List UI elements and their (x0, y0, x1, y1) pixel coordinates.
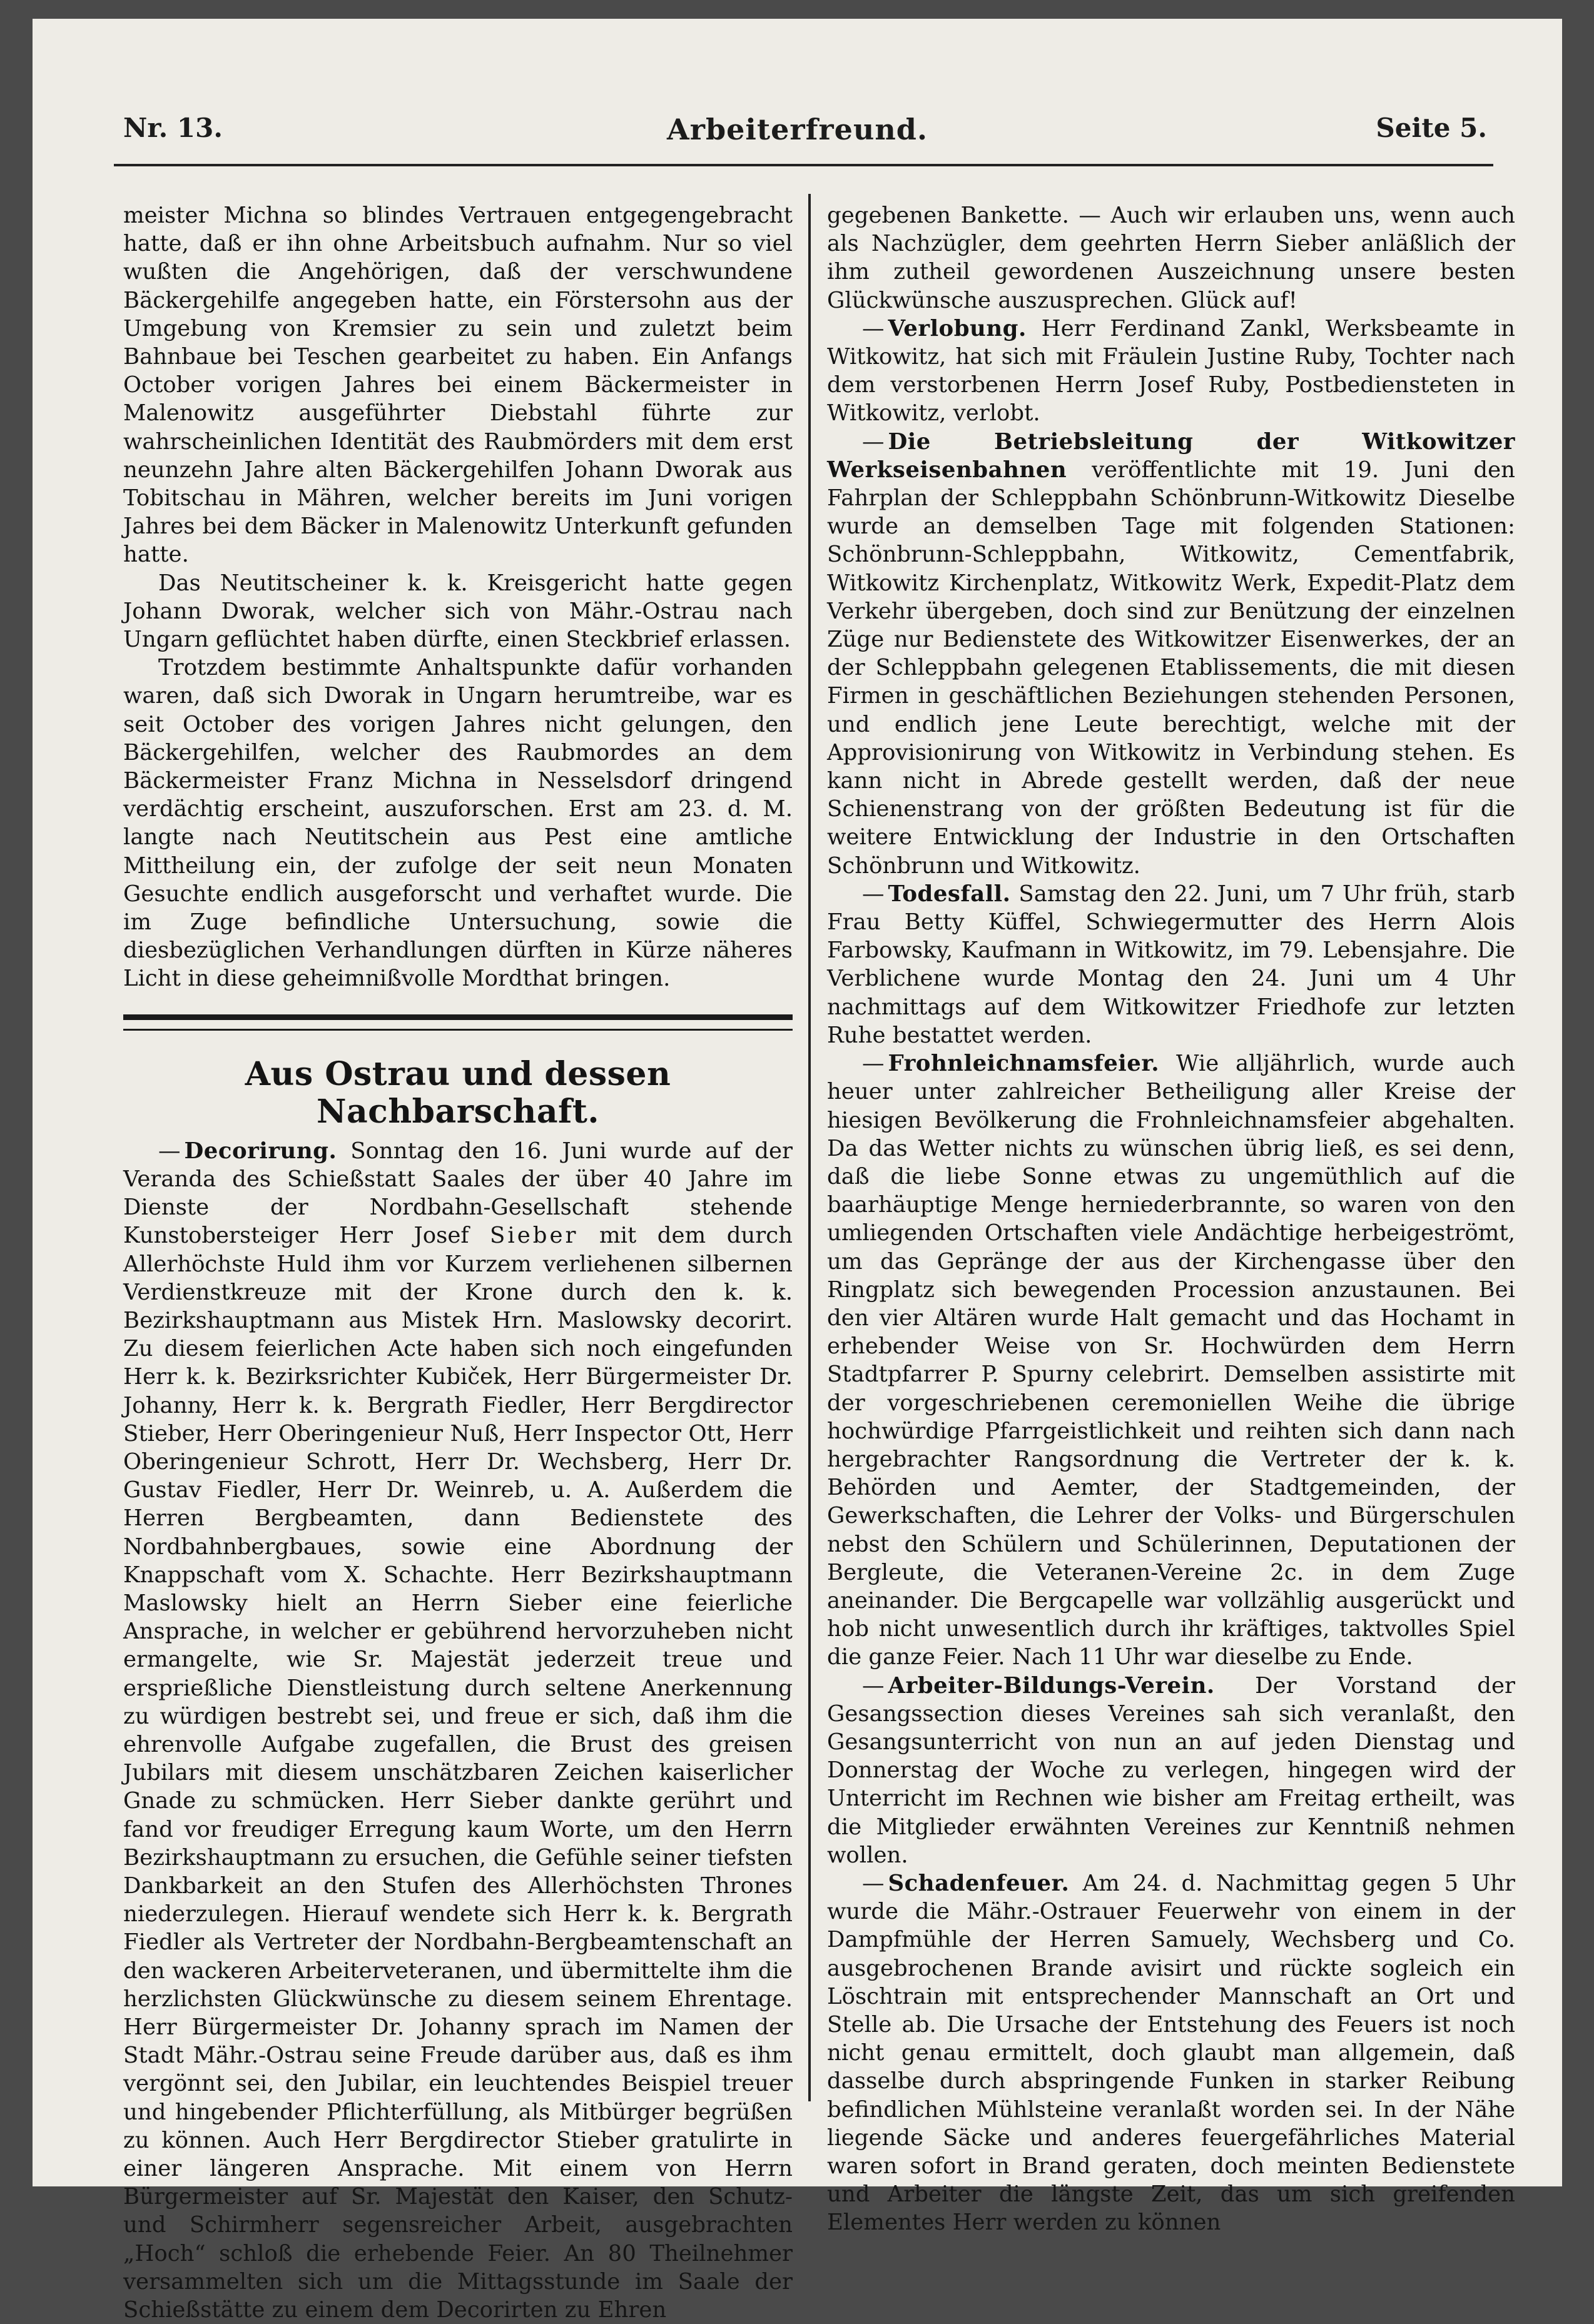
right-column (827, 201, 1515, 2237)
article-paragraph: meister Michna so blindes Vertrauen entgegengebracht hatte, daß er ihn ohne Arbeitsbuch aufnahm. Nur so viel wußten die Angehörigen, daß der verschwundene Bäckergehilfe angegeben hatte, ein Förstersohn aus der Umgebung von Kremsier zu sein und zuletzt beim Bahnbaue bei Teschen gearbeitet zu haben. Ein Anfangs October vorigen Jahres bei einem Bäckermeister in Malenowitz ausgeführter Diebstahl führte zur wahrscheinlichen Identität des Raubmörders mit dem erst neunzehn Jahre alten Bäckergehilfen Johann Dworak aus Tobitschau in Mähren, welcher bereits im Juni vorigen Jahres bei dem Bäcker in Malenowitz Unterkunft gefunden hatte. (123, 203, 793, 568)
news-item-frohnleichnam: — Frohnleichnamsfeier. Wie alljährlich, wurde auch heuer unter zahlreicher Betheiligung aller Kreise der hiesigen Bevölkerung die Frohnleichnamsfeier abgehalten. Da das Wetter nichts zu wünschen übrig ließ, es sei denn, daß die liebe Sonne etwas zu ungemüthlich auf die baarhäuptige Menge herniederbrannte, so waren von den umliegenden Ortschaften viele Andächtige herbeigeströmt, um das Gepränge der aus der Kirchengasse über den Ringplatz sich bewegenden Procession anzustaunen. Bei den vier Altären wurde Halt gemacht und das Hochamt in erhebender Weise von Sr. Hochwürden dem Herrn Stadtpfarrer P. Spurny celebrirt. Demselben assistirte mit der vorgeschriebenen ceremoniellen Weihe die übrige hochwürdige Pfarrgeistlichkeit und reihten sich dann nach hergebrachter Rangsordnung die Vertreter der k. k. Behörden und Aemter, der Stadtgemeinden, der Gewerkschaften, die Lehrer der Volks- und Bürgerschulen nebst den Schülern und Schülerinnen, Deputationen der Bergleute, die Veteranen-Vereine 2c. in dem Zuge aneinander. Die Bergcapelle war vollzählig ausgerückt und hob nicht unwesentlich durch ihr kräftiges, taktvolles Spiel die ganze Feier. Nach 11 Uhr war dieselbe zu Ende. (827, 1051, 1515, 1670)
news-heading: Schadenfeuer. (888, 1870, 1070, 1896)
article-paragraph: Trotzdem bestimmte Anhaltspunkte dafür vorhanden waren, daß sich Dworak in Ungarn herumtreibe, war es seit October des vorigen Jahres nicht gelungen, den Bäckergehilfen, welcher des Raubmordes an dem Bäckermeister Franz Michna in Nesselsdorf dringend verdächtig erscheint, auszuforschen. Erst am 23. d. M. langte nach Neutitschein aus Pest eine amtliche Mittheilung ein, der zufolge der seit neun Monaten Gesuchte endlich ausgeforscht und verhaftet wurde. Die im Zuge befindliche Untersuchung, sowie die diesbezüglichen Verhandlungen dürften in Kürze näheres Licht in diese geheimnißvolle Mordthat bringen. (123, 655, 793, 992)
article-continuation: gegebenen Bankette. — Auch wir erlauben uns, wenn auch als Nachzügler, dem geehrten Herrn Sieber anläßlich der ihm zutheil gewordenen Auszeichnung unsere besten Glückwünsche auszusprechen. Glück auf! (827, 203, 1515, 313)
news-text: Samstag den 22. Juni, um 7 Uhr früh, starb Frau Betty Küffel, Schwiegermutter des Herrn Alois Farbowsky, Kaufmann in Witkowitz, im 79. Lebensjahre. Die Verblichene wurde Montag den 24. Juni um 4 Uhr nachmittags auf dem Witkowitzer Friedhofe zur letzten Ruhe bestattet werden. (827, 881, 1515, 1048)
section-title: Aus Ostrau und dessen Nachbarschaft. (245, 1054, 671, 1131)
column-divider (808, 194, 811, 2101)
news-text: Sonntag den 16. Juni wurde auf der Veranda des Schießstatt Saales der über 40 Jahre im Dienste der Nordbahn-Gesellschaft stehende Kunstobersteiger Herr Josef (123, 1138, 793, 1249)
news-text: veröffentlichte mit 19. Juni den Fahrplan der Schleppbahn Schönbrunn-Witkowitz Dieselbe wurde an demselben Tage mit folgenden Stationen: Schönbrunn-Schleppbahn, Witkowitz, Cementfabrik, Witkowitz Kirchenplatz, Witkowitz Werk, Expedit-Platz dem Verkehr übergeben, doch sind zur Benützung der einzelnen Züge nur Bedienstete des Witkowitzer Eisenwerkes, der an der Schleppbahn gelegenen Etablissements, die mit diesen Firmen in geschäftlichen Beziehungen stehenden Personen, und endlich jene Leute berechtigt, welche mit der Approvisionirung von Witkowitz in Verbindung stehen. Es kann nicht in Abrede gestellt werden, daß der neue Schienenstrang von der größten Bedeutung ist für die weitere Entwicklung der Industrie in den Ortschaften Schönbrunn und Witkowitz. (827, 457, 1516, 879)
section-divider (123, 1014, 793, 1031)
news-heading: Verlobung. (888, 315, 1027, 341)
news-text: Am 24. d. Nachmittag gegen 5 Uhr wurde die Mähr.-Ostrauer Feuerwehr von einem in der Dampfmühle der Herren Samuely, Wechsberg und Co. ausgebrochenen Brande avisirt und rückte sogleich ein Löschtrain mit entsprechender Mannschaft an Ort und Stelle ab. Die Ursache der Entstehung des Feuers ist noch nicht genau ermittelt, doch glaubt man allgemein, daß dasselbe durch abspringende Funken in starker Reibung befindlichen Mühlsteine veranlaßt worden sei. In der Nähe liegende Säcke und anderes feuergefährliches Material waren sofort in Brand geraten, doch meinten Bedienstete und Arbeiter die längste Zeit, das um sich greifenden Elementes Herr werden zu können (827, 1870, 1515, 2236)
spaced-name: Sieber (490, 1223, 579, 1249)
news-heading: Frohnleichnamsfeier. (888, 1051, 1160, 1077)
news-item-todesfall: — Todesfall. Samstag den 22. Juni, um 7 Uhr früh, starb Frau Betty Küffel, Schwiegermutter des Herrn Alois Farbowsky, Kaufmann in Witkowitz, im 79. Lebensjahre. Die Verblichene wurde Montag den 24. Juni um 4 Uhr nachmittags auf dem Witkowitzer Friedhofe zur letzten Ruhe bestattet werden. (827, 881, 1515, 1048)
header-rule (114, 164, 1493, 166)
issue-number: Nr. 13. (123, 113, 223, 143)
news-item-verlobung: — Verlobung. Herr Ferdinand Zankl, Werksbeamte in Witkowitz, hat sich mit Fräulein Justine Ruby, Tochter nach dem verstorbenen Herrn Josef Ruby, Postbediensteten in Witkowitz, verlobt. (827, 315, 1515, 427)
newspaper-page (33, 19, 1562, 2323)
news-item-betriebsleitung: — Die Betriebsleitung der Witkowitzer Werkseisenbahnen veröffentlichte mit 19. Juni den Fahrplan der Schleppbahn Schönbrunn-Witkowitz Dieselbe wurde an demselben Tage mit folgenden Stationen: Schönbrunn-Schleppbahn, Witkowitz, Cementfabrik, Witkowitz Kirchenplatz, Witkowitz Werk, Expedit-Platz dem Verkehr übergeben, doch sind zur Benützung der einzelnen Züge nur Bedienstete des Witkowitzer Eisenwerkes, der an der Schleppbahn gelegenen Etablissements, die mit diesen Firmen in geschäftlichen Beziehungen stehenden Personen, und endlich jene Leute berechtigt, welche mit der Approvisionirung von Witkowitz in Verbindung stehen. Es kann nicht in Abrede gestellt werden, daß der neue Schienenstrang von der größten Bedeutung ist für die weitere Entwicklung der Industrie in den Ortschaften Schönbrunn und Witkowitz. (827, 428, 1516, 879)
page-number: Seite 5. (1376, 113, 1487, 143)
news-heading: Decorirung. (184, 1138, 337, 1164)
news-item-bildungsverein: — Arbeiter-Bildungs-Verein. Der Vorstand der Gesangssection dieses Vereines sah sich veranlaßt, den Gesangsunterricht von nun an auf jeden Dienstag und Donnerstag der Woche zu verlegen, hingegen wird der Unterricht im Rechnen wie bisher am Freitag ertheilt, was die Mitglieder erwähnten Vereines zur Kenntniß nehmen wollen. (827, 1672, 1515, 1868)
article-paragraph: Das Neutitscheiner k. k. Kreisgericht hatte gegen Johann Dworak, welcher sich von Mähr.-Ostrau nach Ungarn geflüchtet haben dürfte, einen Steckbrief erlassen. (123, 570, 793, 653)
news-item-decorirung: — Decorirung. Sonntag den 16. Juni wurde auf der Veranda des Schießstatt Saales der über 40 Jahre im Dienste der Nordbahn-Gesellschaft stehende Kunstobersteiger Herr Josef Sieber mit dem durch Allerhöchste Huld ihm vor Kurzem verliehenen silbernen Verdienstkreuze mit der Krone durch den k. k. Bezirkshauptmann aus Mistek Hrn. Maslowsky decorirt. Zu diesem feierlichen Acte haben sich noch eingefunden Herr k. k. Bezirksrichter Kubiček, Herr Bürgermeister Dr. Johanny, Herr k. k. Bergrath Fiedler, Herr Bergdirector Stieber, Herr Oberingenieur Nuß, Herr Inspector Ott, Herr Oberingenieur Schrott, Herr Dr. Wechsberg, Herr Dr. Gustav Fiedler, Herr Dr. Weinreb, u. A. Außerdem die Herren Bergbeamten, dann Bedienstete des Nordbahnbergbaues, sowie eine Abordnung der Knappschaft vom X. Schachte. Herr Bezirkshauptmann Maslowsky hielt an Herrn Sieber eine feierliche Ansprache, in welcher er gebührend hervorzuheben nicht ermangelte, wie Sr. Majestät jederzeit treue und ersprießliche Dienstleistung durch seltene Anerkennung zu würdigen bestrebt sei, und freue er sich, daß ihm die ehrenvolle Aufgabe zugefallen, die Brust des greisen Jubilars mit diesem unschätzbaren Zeichen kaiserlicher Gnade zu schmücken. Herr Sieber dankte gerührt und fand vor freudiger Erregung kaum Worte, um den Herrn Bezirkshauptmann zu ersuchen, die Gefühle seiner tiefsten Dankbarkeit an den Stufen des Allerhöchsten Thrones niederzulegen. Hierauf wendete sich Herr k. k. Bergrath Fiedler als Vertreter der Nordbahn-Bergbeamtenschaft an den wackeren Arbeiterveteranen, und übermittelte ihm die herzlichsten Glückwünsche zu diesem seinem Ehrentage. Herr Bürgermeister Dr. Johanny sprach im Namen der Stadt Mähr.-Ostrau seine Freude darüber aus, daß es ihm vergönnt sei, den Jubilar, ein leuchtendes Beispiel treuer und hingebender Pflichterfüllung, als Mitbürger begrüßen zu können. Auch Herr Bergdirector Stieber gratulirte in einer längeren Ansprache. Mit einem von Herrn Bürgermeister auf Sr. Majestät den Kaiser, den Schutz- und Schirmherr segensreicher Arbeit, ausgebrachten „Hoch“ schloß die erhebende Feier. An 80 Theilnehmer versammelten sich um die Mittagsstunde im Saale der Schießstätte zu einem dem Decorirten zu Ehren (123, 1138, 793, 2323)
news-text: Herr Ferdinand Zankl, Werksbeamte in Witkowitz, hat sich mit Fräulein Justine Ruby, Tochter nach dem verstorbenen Herrn Josef Ruby, Postbediensteten in Witkowitz, verlobt. (827, 315, 1515, 427)
news-heading: Todesfall. (888, 881, 1011, 907)
news-heading: Die Betriebsleitung der Witkowitzer Werkseisenbahnen (827, 428, 1515, 483)
news-item-schadenfeuer: — Schadenfeuer. Am 24. d. Nachmittag gegen 5 Uhr wurde die Mähr.-Ostrauer Feuerwehr von einem in der Dampfmühle der Herren Samuely, Wechsberg und Co. ausgebrochenen Brande avisirt und rückte sogleich ein Löschtrain mit entsprechender Mannschaft an Ort und Stelle ab. Die Ursache der Entstehung des Feuers ist noch nicht genau ermittelt, doch glaubt man allgemein, daß dasselbe durch abspringende Funken in starker Reibung befindlichen Mühlsteine veranlaßt worden sei. In der Nähe liegende Säcke und anderes feuergefährliches Material waren sofort in Brand geraten, doch meinten Bedienstete und Arbeiter die längste Zeit, das um sich greifenden Elementes Herr werden zu können (827, 1870, 1515, 2236)
masthead-title: Arbeiterfreund. (667, 113, 928, 146)
left-column (123, 201, 793, 2324)
news-heading: Arbeiter-Bildungs-Verein. (888, 1672, 1215, 1699)
news-text: mit dem durch Allerhöchste Huld ihm vor Kurzem verliehenen silbernen Verdienstkreuze mit der Krone durch den k. k. Bezirkshauptmann aus Mistek Hrn. Maslowsky decorirt. Zu diesem feierlichen Acte haben sich noch eingefunden Herr k. k. Bezirksrichter Kubiček, Herr Bürgermeister Dr. Johanny, Herr k. k. Bergrath Fiedler, Herr Bergdirector Stieber, Herr Oberingenieur Nuß, Herr Inspector Ott, Herr Oberingenieur Schrott, Herr Dr. Wechsberg, Herr Dr. Gustav Fiedler, Herr Dr. Weinreb, u. A. Außerdem die Herren Bergbeamten, dann Bedienstete des Nordbahnbergbaues, sowie eine Abordnung der Knappschaft vom X. Schachte. Herr Bezirkshauptmann Maslowsky hielt an Herrn Sieber eine feierliche Ansprache, in welcher er gebührend hervorzuheben nicht ermangelte, wie Sr. Majestät jederzeit treue und ersprießliche Dienstleistung durch seltene Anerkennung zu würdigen bestrebt sei, und freue er sich, daß ihm die ehrenvolle Aufgabe zugefallen, die Brust des greisen Jubilars mit diesem unschätzbaren Zeichen kaiserlicher Gnade zu schmücken. Herr Sieber dankte gerührt und fand vor freudiger Erregung kaum Worte, um den Herrn Bezirkshauptmann zu ersuchen, die Gefühle seiner tiefsten Dankbarkeit an den Stufen des Allerhöchsten Thrones niederzulegen. Hierauf wendete sich Herr k. k. Bergrath Fiedler als Vertreter der Nordbahn-Bergbeamtenschaft an den wackeren Arbeiterveteranen, und übermittelte ihm die herzlichsten Glückwünsche zu diesem seinem Ehrentage. Herr Bürgermeister Dr. Johanny sprach im Namen der Stadt Mähr.-Ostrau seine Freude darüber aus, daß es ihm vergönnt sei, den Jubilar, ein leuchtendes Beispiel treuer und hingebender Pflichterfüllung, als Mitbürger begrüßen zu können. Auch Herr Bergdirector Stieber gratulirte in einer längeren Ansprache. Mit einem von Herrn Bürgermeister auf Sr. Majestät den Kaiser, den Schutz- und Schirmherr segensreicher Arbeit, ausgebrachten „Hoch“ schloß die erhebende Feier. An 80 Theilnehmer versammelten sich um die Mittagsstunde im Saale der Schießstätte zu einem dem Decorirten zu Ehren (123, 1223, 793, 2323)
news-text: Wie alljährlich, wurde auch heuer unter zahlreicher Betheiligung aller Kreise der hiesigen Bevölkerung die Frohnleichnamsfeier abgehalten. Da das Wetter nichts zu wünschen übrig ließ, es sei denn, daß die liebe Sonne etwas zu ungemüthlich auf die baarhäuptige Menge herniederbrannte, so waren von den umliegenden Ortschaften viele Andächtige herbeigeströmt, um das Gepränge der aus der Kirchengasse über den Ringplatz sich bewegenden Procession anzustaunen. Bei den vier Altären wurde Halt gemacht und das Hochamt in erhebender Weise von Sr. Hochwürden dem Herrn Stadtpfarrer P. Spurny celebrirt. Demselben assistirte mit der vorgeschriebenen ceremoniellen Weihe die übrige hochwürdige Pfarrgeistlichkeit und reihten sich dann nach hergebrachter Rangsordnung die Vertreter der k. k. Behörden und Aemter, der Stadtgemeinden, der Gewerkschaften, die Lehrer der Volks- und Bürgerschulen nebst den Schülern und Schülerinnen, Deputationen der Bergleute, die Veteranen-Vereine 2c. in dem Zuge aneinander. Die Bergcapelle war vollzählig ausgerückt und hob nicht unwesentlich durch ihr kräftiges, taktvolles Spiel die ganze Feier. Nach 11 Uhr war dieselbe zu Ende. (827, 1051, 1515, 1670)
news-text: Der Vorstand der Gesangssection dieses Vereines sah sich veranlaßt, den Gesangsunterricht von nun an auf jeden Dienstag und Donnerstag der Woche zu verlegen, hingegen wird der Unterricht im Rechnen wie bisher am Freitag ertheilt, was die Mitglieder erwähnten Vereines zur Kenntniß nehmen wollen. (827, 1672, 1515, 1868)
